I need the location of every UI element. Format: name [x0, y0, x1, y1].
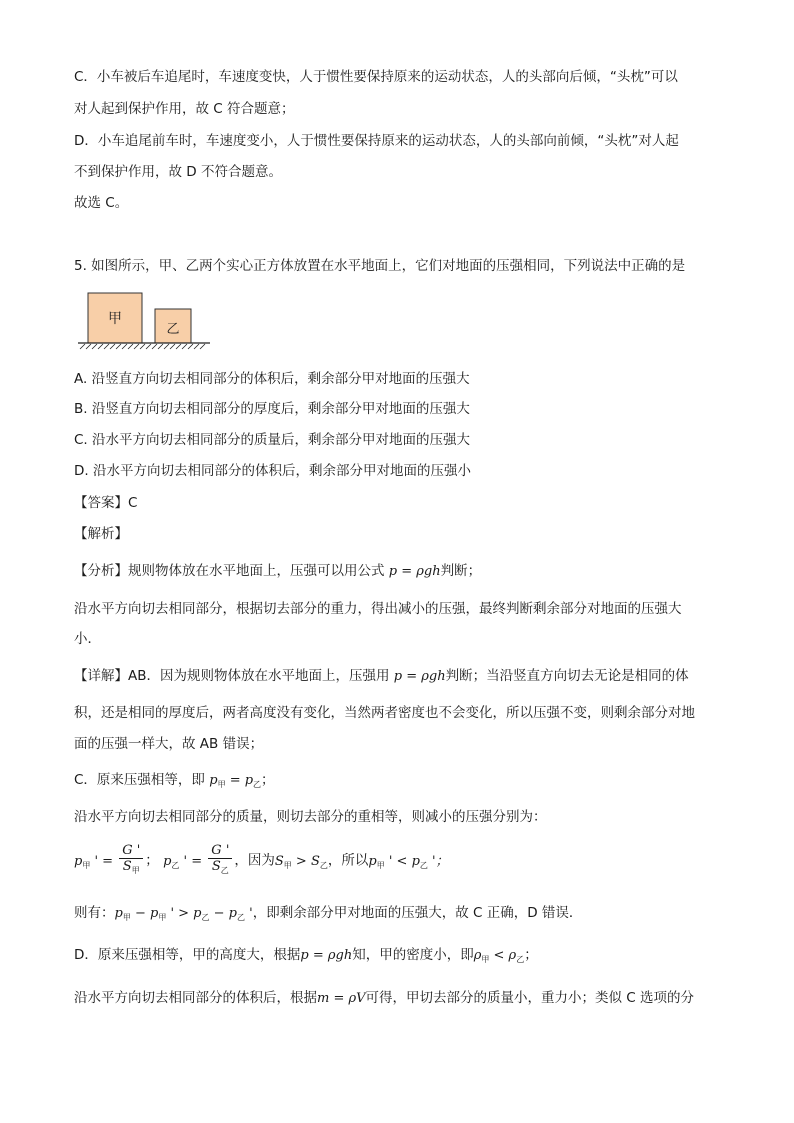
choose-line: 故选 C。 [74, 195, 129, 211]
option-d-explanation-line2: 不到保护作用，故 D 不符合题意。 [74, 164, 282, 180]
detail-ab-text: AB．因为规则物体放在水平地面上，压强用 [128, 668, 390, 684]
detail-tag: 【详解】 [74, 668, 128, 684]
detail-d-line2: 沿水平方向切去相同部分的体积后，根据m = ρV可得，甲切去部分的质量小，重力小；类似 C 选项的分 [74, 990, 695, 1006]
fenxi-end: 判断； [440, 563, 482, 579]
fenxi-tag: 【分析】 [74, 563, 128, 579]
detail-d-line1: D．原来压强相等，甲的高度大，根据p = ρgh知，甲的密度小，即$\rho_甲 < \rho_乙$； [74, 947, 538, 964]
option-c: C. 沿水平方向切去相同部分的质量后，剩余部分甲对地面的压强大 [74, 432, 471, 448]
c-inequality: $p_甲 - p_甲$ ' > $p_乙 - p_乙$ ' [114, 906, 253, 922]
fraction-jia: $\frac{G '}{S_甲}$ [119, 843, 143, 878]
analysis-tag: 【解析】 [74, 526, 128, 542]
ab-formula: p = ρgh [393, 669, 446, 684]
ground-hatch [80, 344, 205, 349]
detail-ab-line1 [74, 667, 689, 686]
d-density-ineq: $\rho_甲 < \rho_乙$ [473, 948, 525, 964]
detail-c-formula-line: $p_甲$ ' = $\frac{G '}{S_甲}$ ； $p_乙$ ' = $\frac{G '}{S_乙}$ ，因为$S_甲 > S_乙$，所以$p_甲$ ' < $p_乙$ '； [74, 843, 449, 883]
question-stem: 5. 如图所示，甲、乙两个实心正方体放置在水平地面上，它们对地面的压强相同，下列说法中正确的是 [74, 258, 686, 274]
fenxi-para2-line1: 沿水平方向切去相同部分，根据切去部分的重力，得出减小的压强，最终判断剩余部分对地面的压强大 [74, 601, 682, 617]
detail-c-line2: 沿水平方向切去相同部分的质量，则切去部分的重相等，则减小的压强分别为： [74, 809, 547, 825]
mass-formula: m = ρV [317, 991, 366, 1006]
cubes-figure [76, 289, 216, 353]
pressure-formula: p = ρgh [388, 564, 441, 579]
c-eq: $p_甲 = p_乙$ [209, 773, 262, 789]
detail-ab-line2: 积，还是相同的厚度后，两者高度没有变化，当然两者密度也不会变化，所以压强不变，则剩余部分对地 [74, 705, 695, 721]
cube-jia-label: 甲 [108, 311, 122, 327]
detail-c-result-line: 则有：$p_甲 - p_甲$ ' > $p_乙 - p_乙$ '，即剩余部分甲对地面的压强大，故 C 正确，D 错误． [74, 905, 583, 922]
fenxi-line [74, 562, 481, 581]
fenxi-para2-line2: 小． [74, 631, 101, 647]
option-d-explanation-line1: D．小车追尾前车时，车速度变小，人于惯性要保持原来的运动状态，人的头部向前倾，“头枕”对人起 [74, 133, 679, 149]
option-d: D. 沿水平方向切去相同部分的体积后，剩余部分甲对地面的压强小 [74, 463, 471, 479]
answer-line [74, 494, 137, 512]
detail-c-text: C．原来压强相等，即 [74, 772, 205, 788]
option-b: B. 沿竖直方向切去相同部分的厚度后，剩余部分甲对地面的压强大 [74, 401, 470, 417]
detail-ab-text2: 判断；当沿竖直方向切去无论是相同的体 [445, 668, 689, 684]
answer-value: C [128, 495, 138, 511]
fenxi-text: 规则物体放在水平地面上，压强可以用公式 [128, 563, 385, 579]
detail-ab-line3: 面的压强一样大，故 AB 错误； [74, 736, 264, 752]
answer-tag: 【答案】 [74, 495, 128, 511]
fraction-yi: $\frac{G '}{S_乙}$ [208, 843, 232, 878]
d-formula: p = ρgh [300, 948, 353, 963]
detail-c-line1: C．原来压强相等，即 $p_甲 = p_乙$； [74, 772, 275, 789]
option-a: A. 沿竖直方向切去相同部分的体积后，剩余部分甲对地面的压强大 [74, 371, 470, 387]
option-c-explanation-line1: C．小车被后车追尾时，车速度变快，人于惯性要保持原来的运动状态，人的头部向后倾，“头枕”可以 [74, 69, 678, 85]
cube-yi-label: 乙 [166, 322, 180, 337]
option-c-explanation-line2: 对人起到保护作用，故 C 符合题意； [74, 101, 295, 117]
